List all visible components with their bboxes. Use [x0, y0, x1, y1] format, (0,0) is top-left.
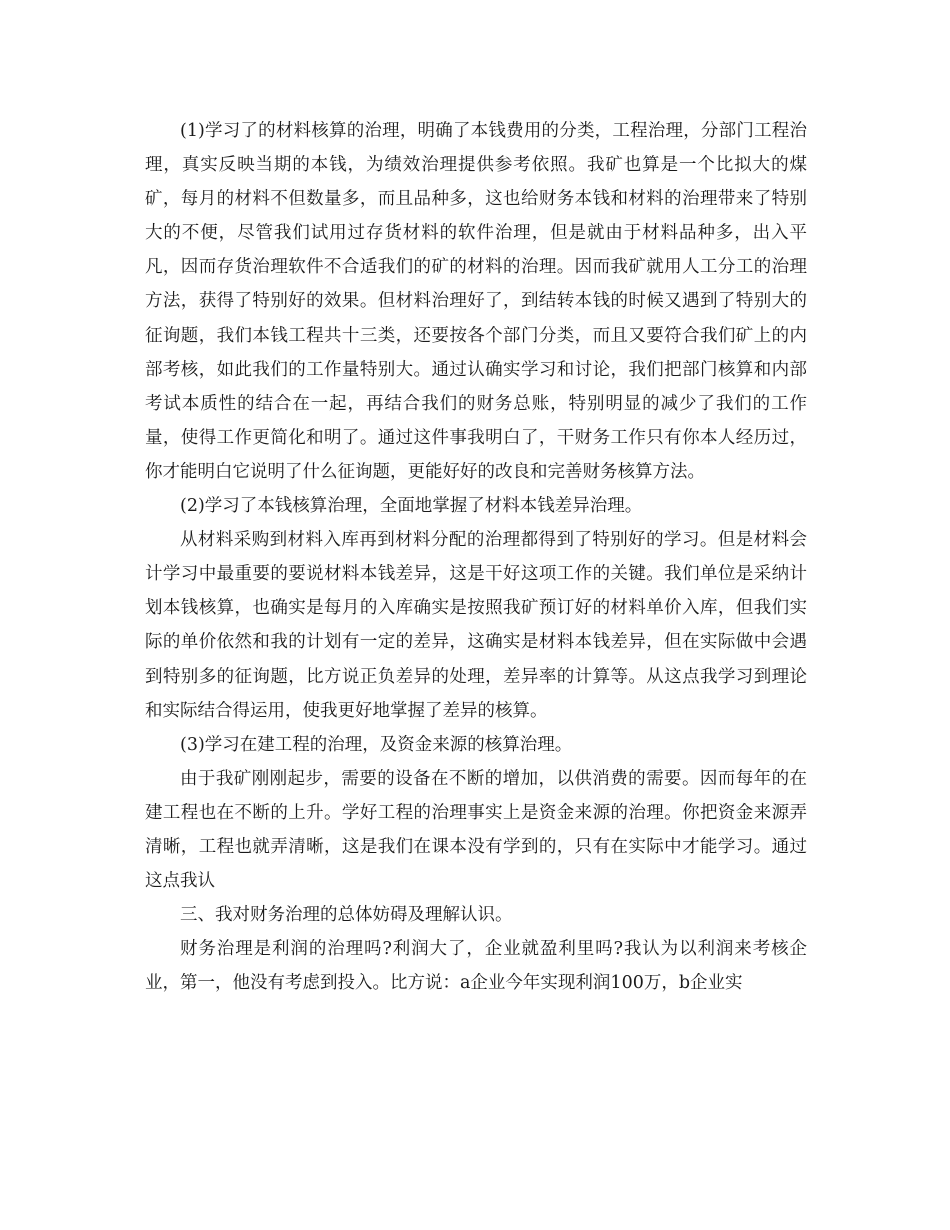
paragraph-material-accounting: (1)学习了的材料核算的治理，明确了本钱费用的分类，工程治理，分部门工程治理，真实反映当期的本钱，为绩效治理提供参考依照。我矿也算是一个比拟大的煤矿，每月的材料不但数量多，而且品种多，这也给财务本钱和材料的治理带来了特别大的不便，尽管我们试用过存货材料的软件治理，但是就由于材料品种多，出入平凡，因而存货治理软件不合适我们的矿的材料的治理。因而我矿就用人工分工的治理方法，获得了特别好的效果。但材料治理好了，到结转本钱的时候又遇到了特别大的征询题，我们本钱工程共十三类，还要按各个部门分类，而且又要符合我们矿上的内部考核，如此我们的工作量特别大。通过认确实学习和讨论，我们把部门核算和内部考试本质性的结合在一起，再结合我们的财务总账，特别明显的减少了我们的工作量，使得工作更简化和明了。通过这件事我明白了，干财务工作只有你本人经历过，你才能明白它说明了什么征询题，更能好好的改良和完善财务核算方法。	[145, 121, 807, 482]
paragraph-cost-variance: 从材料采购到材料入库再到材料分配的治理都得到了特别好的学习。但是材料会计学习中最重要的要说材料本钱差异，这是干好这项工作的关键。我们单位是采纳计划本钱核算，也确实是每月的入库确实是按照我矿预订好的材料单价入库，但我们实际的单价依然和我的计划有一定的差异，这确实是材料本钱差异，但在实际做中会遇到特别多的征询题，比方说正负差异的处理，差异率的计算等。从这点我学习到理论和实际结合得运用，使我更好地掌握了差异的核算。	[145, 530, 807, 721]
paragraph-profit-management: 财务治理是利润的治理吗?利润大了，企业就盈利里吗?我认为以利润来考核企业，第一，他没有考虑到投入。比方说：a企业今年实现利润100万，b企业实	[145, 939, 807, 994]
paragraph-cost-accounting-heading: (2)学习了本钱核算治理，全面地掌握了材料本钱差异治理。	[180, 496, 643, 517]
document-body	[145, 114, 807, 1000]
paragraph-construction-funds: 由于我矿刚刚起步，需要的设备在不断的增加，以供消费的需要。因而每年的在建工程也在不断的上升。学好工程的治理事实上是资金来源的治理。你把资金来源弄清晰，工程也就弄清晰，这是我们在课本没有学到的，只有在实际中才能学习。通过这点我认	[145, 768, 807, 892]
section-heading-financial-management: 三、我对财务治理的总体妨碍及理解认识。	[180, 905, 513, 926]
paragraph-construction-heading: (3)学习在建工程的治理，及资金来源的核算治理。	[180, 734, 573, 755]
